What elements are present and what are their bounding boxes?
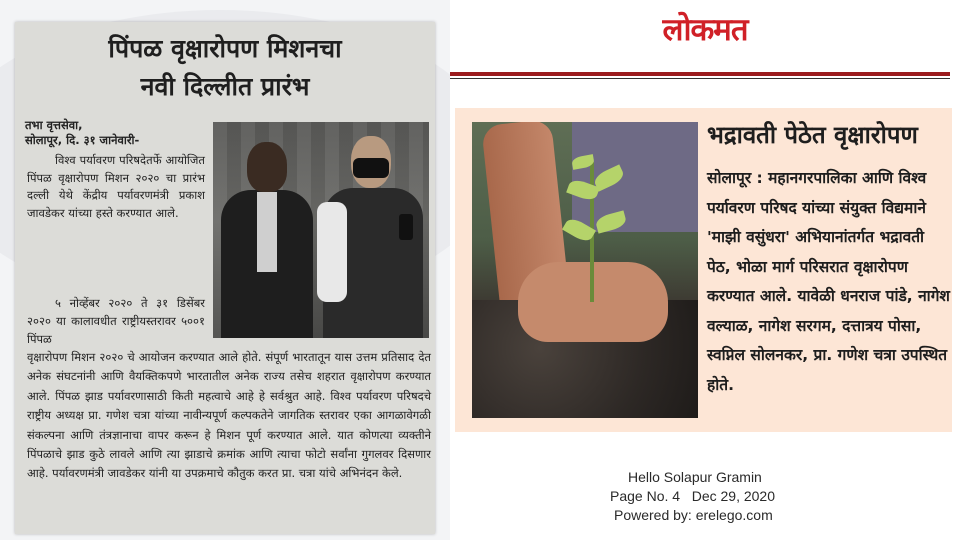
right-newspaper-clipping xyxy=(450,0,960,540)
person-left-head xyxy=(247,142,287,192)
left-body-text: वृक्षारोपण मिशन २०२० चे आयोजन करण्यात आले होते. संपूर्ण भारतातून यास उत्तम प्रतिसाद देत अनेक संघटनांनी आणि वैयक्तिकपणे भारतातील अनेक राज्य तसेच शहरात वृक्षारोपण करण्यात आले. पिंपळ झाड पर्यावरणासाठी किती महत्वाचे आहे हे सर्वश्रुत आहे. विश्व पर्यावरण परिषदचे राष्ट्रीय अध्यक्ष प्रा. गणेश चत्रा यांच्या नावीन्यपूर्ण कल्पकतेने जागतिक स्तरावर एका आगळावेगळी संकल्पना आणि तंत्रज्ञानाचा वापर करून हे मिशन पूर्ण करण्यात आले. यात कोणत्या व्यक्तीने पिंपळाचे झाड कुठे लावले आणि त्या झाडाचे क्रमांक आणि त्याचा फोटो सर्वांना गुगलवर दिसणार आहे. पर्यावरणमंत्री जावडेकर यांनी या उपक्रमाचे कौतुक करत प्रा. चत्रा यांचे अभिनंदन केले. xyxy=(27,350,431,481)
left-newspaper-clipping xyxy=(15,22,435,534)
left-source: तभा वृत्तसेवा, xyxy=(25,118,83,132)
left-lead-paragraph: विश्व पर्यावरण परिषदेतर्फे आयोजित पिंपळ वृक्षारोपण मिशन २०२० चा प्रारंभ दल्ली येथे केंद्रीय पर्यावरणमंत्री प्रकाश जावडेकर यांच्या हस्ते करण्यात आले. xyxy=(27,153,205,220)
left-byline xyxy=(25,118,215,148)
edition-name: Hello Solapur Gramin xyxy=(628,469,762,485)
masthead-thin-rule xyxy=(450,78,950,79)
right-body-text: सोलापूर : महानगरपालिका आणि विश्व पर्यावरण परिषद यांच्या संयुक्त विद्यमाने 'माझी वसुंधरा' अभियानांतर्गत भद्रावती पेठ, भोळा मार्ग परिसरात वृक्षारोपण करण्यात आले. यावेळी धनराज पांडे, नागेश वल्याळ, नागेश सरगम, दत्तात्रय पोसा, स्वप्निल सोलनकर, प्रा. गणेश चत्रा उपस्थित होते. xyxy=(707,169,950,394)
lokmat-masthead: लोकमत xyxy=(662,12,748,48)
face-mask xyxy=(353,158,389,178)
phone xyxy=(399,214,413,240)
left-headline-line2: नवी दिल्लीत प्रारंभ xyxy=(140,72,310,101)
person-right-sleeve xyxy=(317,202,347,302)
left-news-photo xyxy=(213,122,429,338)
powered-by: Powered by: erelego.com xyxy=(614,507,773,523)
epaper-footer xyxy=(610,468,850,525)
left-headline xyxy=(15,30,435,106)
tree-planting-photo xyxy=(472,122,698,418)
person-left-shirt xyxy=(257,192,277,272)
left-dateline: सोलापूर, दि. ३१ जानेवारी- xyxy=(25,133,140,147)
right-headline: भद्रावती पेठेत वृक्षारोपण xyxy=(707,121,918,149)
masthead-rule xyxy=(450,72,950,76)
left-headline-line1: पिंपळ वृक्षारोपण मिशनचा xyxy=(108,34,342,63)
page-and-date: Page No. 4 Dec 29, 2020 xyxy=(610,488,775,504)
left-second-paragraph: ५ नोव्हेंबर २०२० ते ३१ डिसेंबर २०२० या कालावधीत राष्ट्रीयस्तरावर ५००१ पिंपळ xyxy=(27,296,205,346)
right-article xyxy=(455,108,952,432)
